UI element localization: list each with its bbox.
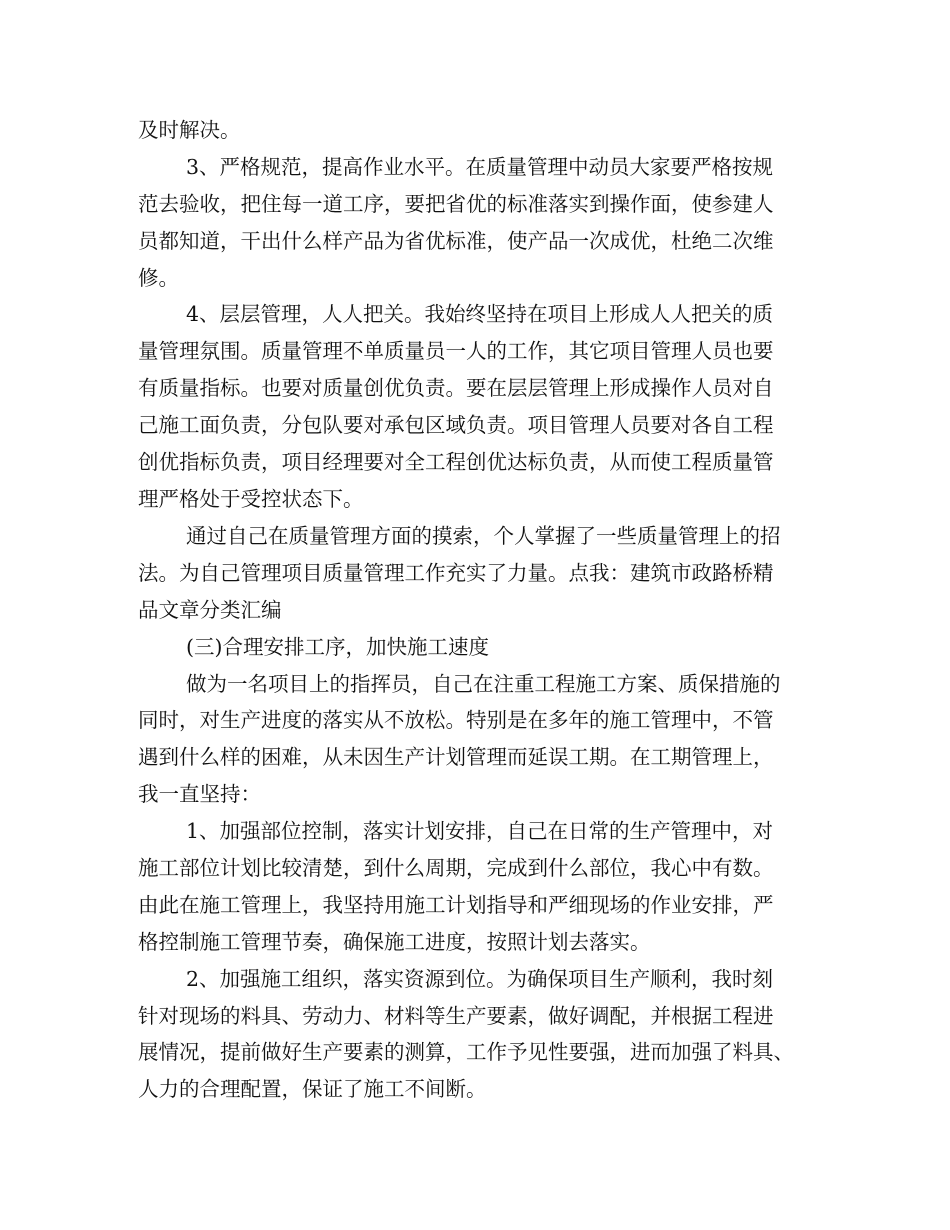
paragraph-line: 理严格处于受控状态下。 <box>138 487 364 511</box>
paragraph-line: 通过自己在质量管理方面的摸索，个人掌握了一些质量管理上的招 <box>186 524 781 548</box>
paragraph-line: 施工部位计划比较清楚，到什么周期，完成到什么部位，我心中有数。 <box>138 856 774 880</box>
section-heading: (三)合理安排工序，加快施工速度 <box>186 635 489 659</box>
paragraph-line: 人力的合理配置，保证了施工不间断。 <box>138 1077 487 1101</box>
paragraph-line: 做为一名项目上的指挥员，自己在注重工程施工方案、质保措施的 <box>186 672 781 696</box>
paragraph-line: 遇到什么样的困难，从未因生产计划管理而延误工期。在工期管理上， <box>138 745 774 769</box>
paragraph-line: 由此在施工管理上，我坚持用施工计划指导和严细现场的作业安排，严 <box>138 893 774 917</box>
paragraph-line: 品文章分类汇编 <box>138 598 282 622</box>
paragraph-line: 法。为自己管理项目质量管理工作充实了力量。点我：建筑市政路桥精 <box>138 561 774 585</box>
paragraph-line: 3、严格规范，提高作业水平。在质量管理中动员大家要严格按规 <box>186 155 774 179</box>
paragraph-line: 量管理氛围。质量管理不单质量员一人的工作，其它项目管理人员也要 <box>138 339 774 363</box>
paragraph-line: 针对现场的料具、劳动力、材料等生产要素，做好调配，并根据工程进 <box>138 1004 774 1028</box>
paragraph-line: 创优指标负责，项目经理要对全工程创优达标负责，从而使工程质量管 <box>138 450 774 474</box>
paragraph-line: 同时，对生产进度的落实从不放松。特别是在多年的施工管理中，不管 <box>138 708 774 732</box>
paragraph-line: 范去验收，把住每一道工序，要把省优的标准落实到操作面，使参建人 <box>138 192 774 216</box>
paragraph-line: 及时解决。 <box>138 118 241 142</box>
paragraph-line: 格控制施工管理节奏，确保施工进度，按照计划去落实。 <box>138 930 651 954</box>
paragraph-line: 1、加强部位控制，落实计划安排，自己在日常的生产管理中，对 <box>186 819 774 843</box>
paragraph-line: 己施工面负责，分包队要对承包区域负责。项目管理人员要对各自工程 <box>138 413 774 437</box>
paragraph-line: 2、加强施工组织，落实资源到位。为确保项目生产顺利，我时刻 <box>186 967 774 991</box>
paragraph-line: 我一直坚持： <box>138 782 261 806</box>
paragraph-line: 展情况，提前做好生产要素的测算，工作予见性要强，进而加强了料具、 <box>138 1040 794 1064</box>
paragraph-line: 有质量指标。也要对质量创优负责。要在层层管理上形成操作人员对自 <box>138 376 774 400</box>
paragraph-line: 员都知道，干出什么样产品为省优标准，使产品一次成优，杜绝二次维 <box>138 229 774 253</box>
paragraph-line: 4、层层管理，人人把关。我始终坚持在项目上形成人人把关的质 <box>186 302 774 326</box>
paragraph-line: 修。 <box>138 266 179 290</box>
